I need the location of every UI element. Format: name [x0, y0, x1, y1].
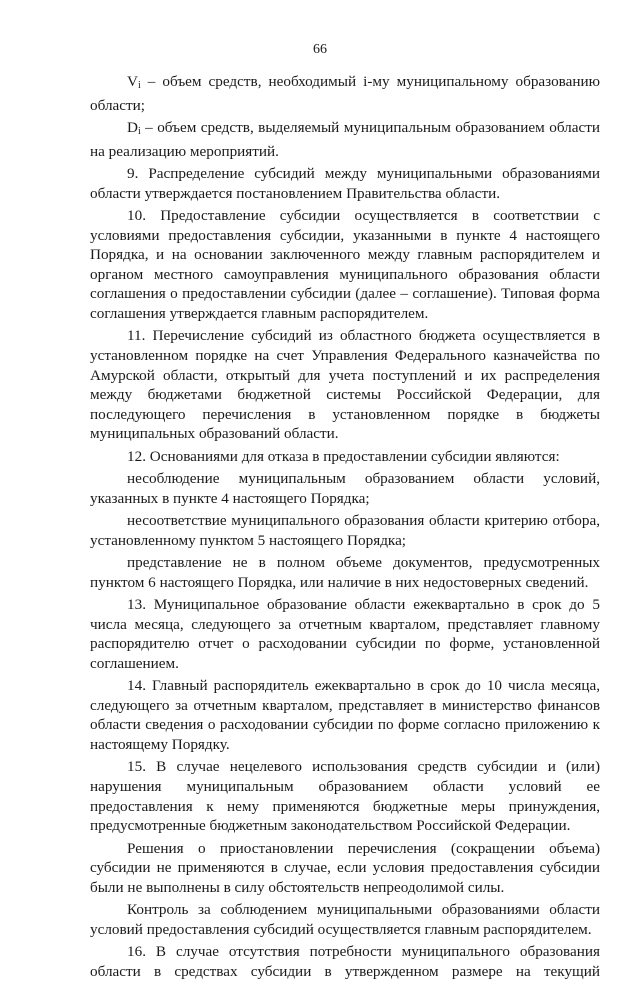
paragraph-15-decisions: Решения о приостановлении перечисления (сокращении объема) субсидии не применяются в случае, если условия предоставления субсидии были не выполнены в силу обстоятельств непреодолимой силы. — [90, 839, 600, 896]
paragraph-9: 9. Распределение субсидий между муниципальными образованиями области утверждается постановлением Правительства области. — [90, 164, 600, 202]
definition-text: – объем средств, необходимый i-му муниципальному образованию области; — [90, 73, 600, 114]
variable-symbol: V — [127, 73, 138, 90]
variable-subscript: i — [137, 125, 141, 137]
variable-subscript: i — [137, 80, 141, 91]
paragraph-16: 16. В случае отсутствия потребности муниципального образования области в средствах субсидии в утвержденном размере на текущий — [90, 943, 600, 980]
paragraph-11: 11. Перечисление субсидий из областного бюджета осуществляется в установленном порядке на счет Управления Федерального казначейства по Амурской области, открытый для учета поступлений и их распределения между бюджетами бюджетной системы Российской Федерации, для последующего перечисления в установленном порядке в бюджеты муниципальных образований области. — [90, 327, 600, 443]
paragraph-15: 15. В случае нецелевого использования средств субсидии и (или) нарушения муниципальным образованием области условий ее предоставления к нему применяются бюджетные меры принуждения, предусмотренные бюджетным законодательством Российской Федерации. — [90, 758, 600, 835]
variable-symbol: D — [127, 118, 138, 136]
paragraph-12-item-1: несоблюдение муниципальным образованием области условий, указанных в пункте 4 настоящего Порядка; — [90, 470, 600, 507]
paragraph-12-item-2: несоответствие муниципального образования области критерию отбора, установленному пунктом 5 настоящего Порядка; — [90, 512, 600, 549]
definition-d — [90, 118, 600, 161]
paragraph-12-item-3: представление не в полном объеме документов, предусмотренных пунктом 6 настоящего Порядка, или наличие в них недостоверных сведений. — [90, 554, 600, 591]
paragraph-10: 10. Предоставление субсидии осуществляется в соответствии с условиями предоставления субсидии, указанными в пункте 4 настоящего Порядка, и на основании заключенного между главным распорядителем и органом местного самоуправления муниципального образования области соглашения о предоставлении субсидии (далее – соглашение). Типовая форма соглашения утверждается главным распорядителем. — [90, 206, 600, 322]
page-number: 66 — [313, 42, 327, 57]
paragraph-14: 14. Главный распорядитель ежеквартально в срок до 10 числа месяца, следующего за отчетным кварталом, представляет в министерство финансов области сведения о расходовании субсидии по форме согласно приложению к настоящему Порядку. — [90, 677, 600, 753]
definition-text: – объем средств, выделяемый муниципальным образованием области на реализацию мероприятий. — [90, 118, 600, 160]
definition-v — [90, 72, 600, 115]
paragraph-13: 13. Муниципальное образование области ежеквартально в срок до 5 числа месяца, следующего за отчетным кварталом, представляет главному распорядителю отчет о расходовании субсидии по форме, установленной соглашением. — [90, 596, 600, 672]
document-body — [90, 72, 600, 984]
paragraph-15-control: Контроль за соблюдением муниципальными образованиями области условий предоставления субсидий осуществляется главным распорядителем. — [90, 901, 600, 938]
paragraph-12: 12. Основаниями для отказа в предоставлении субсидии являются: — [127, 447, 560, 465]
